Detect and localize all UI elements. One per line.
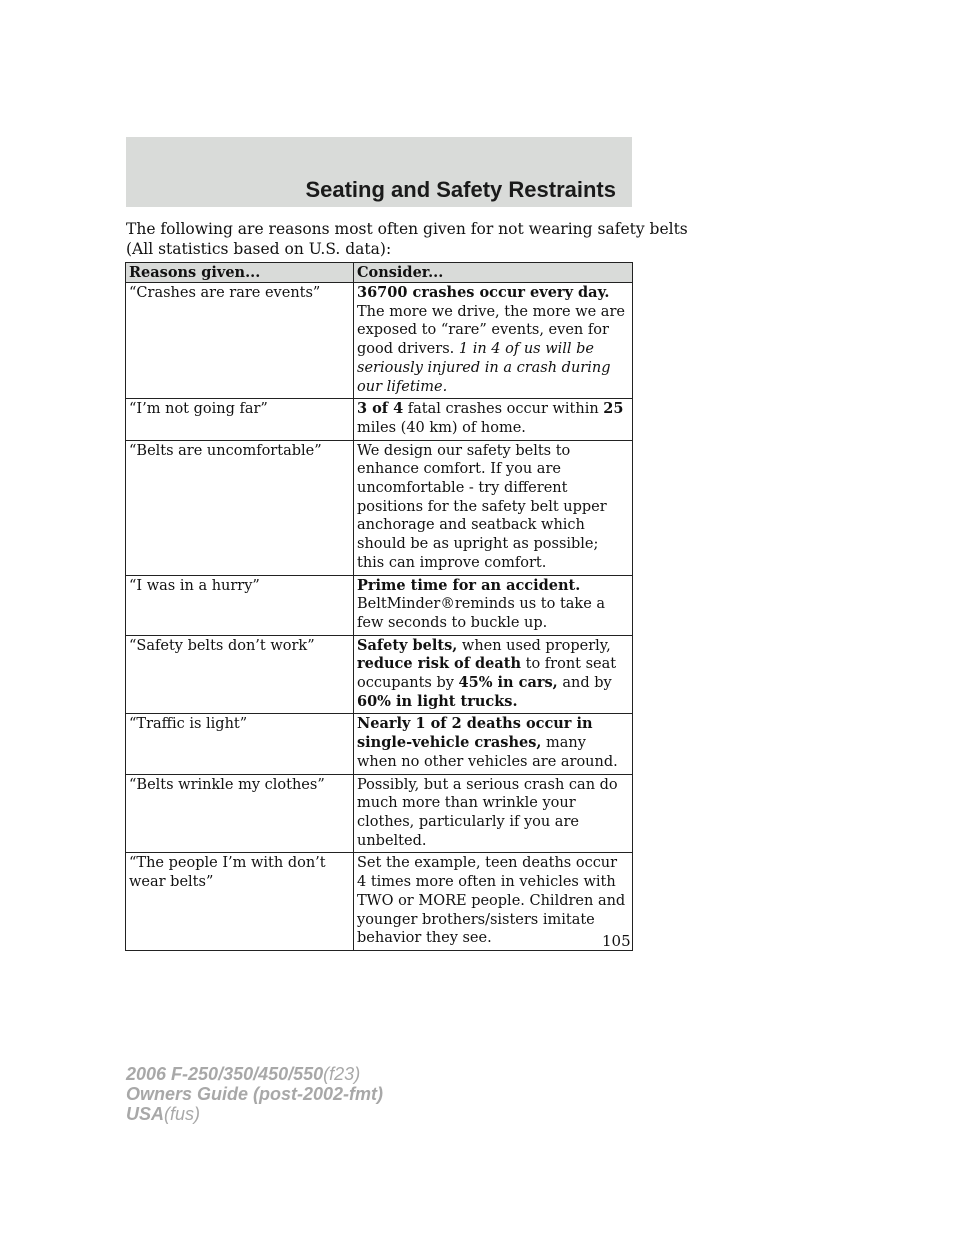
document-footer (126, 1064, 383, 1124)
consider-cell (354, 774, 633, 853)
consider-text: 45% in cars, (458, 674, 558, 692)
intro-paragraph (126, 219, 688, 259)
consider-text: BeltMinder®reminds us to take a few seconds to buckle up. (357, 596, 606, 631)
consider-text: Possibly, but a serious crash can do much more than wrinkle your clothes, particularly if you are unbelted. (357, 776, 618, 849)
column-header-consider: Consider... (354, 263, 633, 283)
consider-text: Prime time for an accident. (357, 576, 581, 594)
consider-text: Nearly 1 of 2 deaths occur in single-vehicle crashes, (357, 715, 593, 752)
consider-cell (354, 575, 633, 635)
table-row (126, 774, 633, 853)
consider-text: to front seat occupants by (357, 656, 617, 692)
reason-cell: “The people I’m with don’t wear belts” (126, 853, 354, 951)
column-header-reasons: Reasons given... (126, 263, 354, 283)
consider-text: Safety belts, (357, 636, 458, 654)
consider-text: The more we drive, the more we are exposed to “rare” events, even for good drivers. (357, 303, 625, 358)
consider-text: 3 of 4 (357, 400, 404, 418)
consider-text: 60% in light trucks. (357, 692, 518, 710)
footer-model: 2006 F-250/350/450/550 (126, 1064, 324, 1084)
consider-text: many when no other vehicles are around. (357, 735, 618, 770)
table-body (126, 283, 633, 951)
section-header-band (126, 137, 632, 207)
seatbelt-reasons-table (125, 262, 633, 951)
table-row (126, 440, 633, 575)
consider-cell (354, 714, 633, 774)
reason-cell: “Belts wrinkle my clothes” (126, 774, 354, 853)
reason-cell: “Belts are uncomfortable” (126, 440, 354, 575)
consider-cell (354, 440, 633, 575)
consider-text: and by (562, 675, 612, 692)
footer-line-1 (126, 1064, 383, 1084)
intro-line: (All statistics based on U.S. data): (126, 240, 392, 258)
consider-text: miles (40 km) of home. (357, 419, 526, 436)
footer-line-3 (126, 1104, 383, 1124)
section-title: Seating and Safety Restraints (305, 177, 616, 202)
consider-text: fatal crashes occur within (407, 401, 599, 418)
consider-text: We design our safety belts to enhance comfort. If you are uncomfortable - try different positions for the safety belt upper anchorage and seatback which should be as upright as possible; this can improve comfort. (357, 442, 607, 571)
reason-cell: “Crashes are rare events” (126, 283, 354, 399)
consider-cell (354, 635, 633, 714)
intro-line: The following are reasons most often given for not wearing safety belts (126, 220, 688, 238)
reason-cell: “I was in a hurry” (126, 575, 354, 635)
consider-text: reduce risk of death (357, 655, 522, 673)
consider-text: 36700 crashes occur every day. (357, 284, 610, 301)
consider-text: when used properly, (461, 637, 611, 654)
footer-line-2: Owners Guide (post-2002-fmt) (126, 1084, 384, 1104)
table-row (126, 635, 633, 714)
consider-text: 1 in 4 of us will be seriously injured in a crash during our lifetime. (357, 341, 611, 395)
table-row (126, 399, 633, 440)
table-row (126, 575, 633, 635)
reason-cell: “I’m not going far” (126, 399, 354, 440)
footer-model-code: (f23) (323, 1064, 361, 1084)
consider-text: Set the example, teen deaths occur 4 times more often in vehicles with TWO or MORE people. Children and younger brothers/sisters imitate behavior they see. (357, 855, 626, 947)
footer-region-code: (fus) (164, 1104, 201, 1124)
consider-cell (354, 853, 633, 951)
footer-region: USA (126, 1104, 165, 1124)
consider-text: 25 (603, 400, 624, 418)
consider-cell (354, 283, 633, 399)
consider-cell (354, 399, 633, 440)
table-row (126, 283, 633, 399)
reason-cell: “Traffic is light” (126, 714, 354, 774)
reason-cell: “Safety belts don’t work” (126, 635, 354, 714)
page-number: 105 (602, 932, 631, 950)
table-row (126, 714, 633, 774)
table-row (126, 853, 633, 951)
table-header-row (126, 263, 633, 283)
